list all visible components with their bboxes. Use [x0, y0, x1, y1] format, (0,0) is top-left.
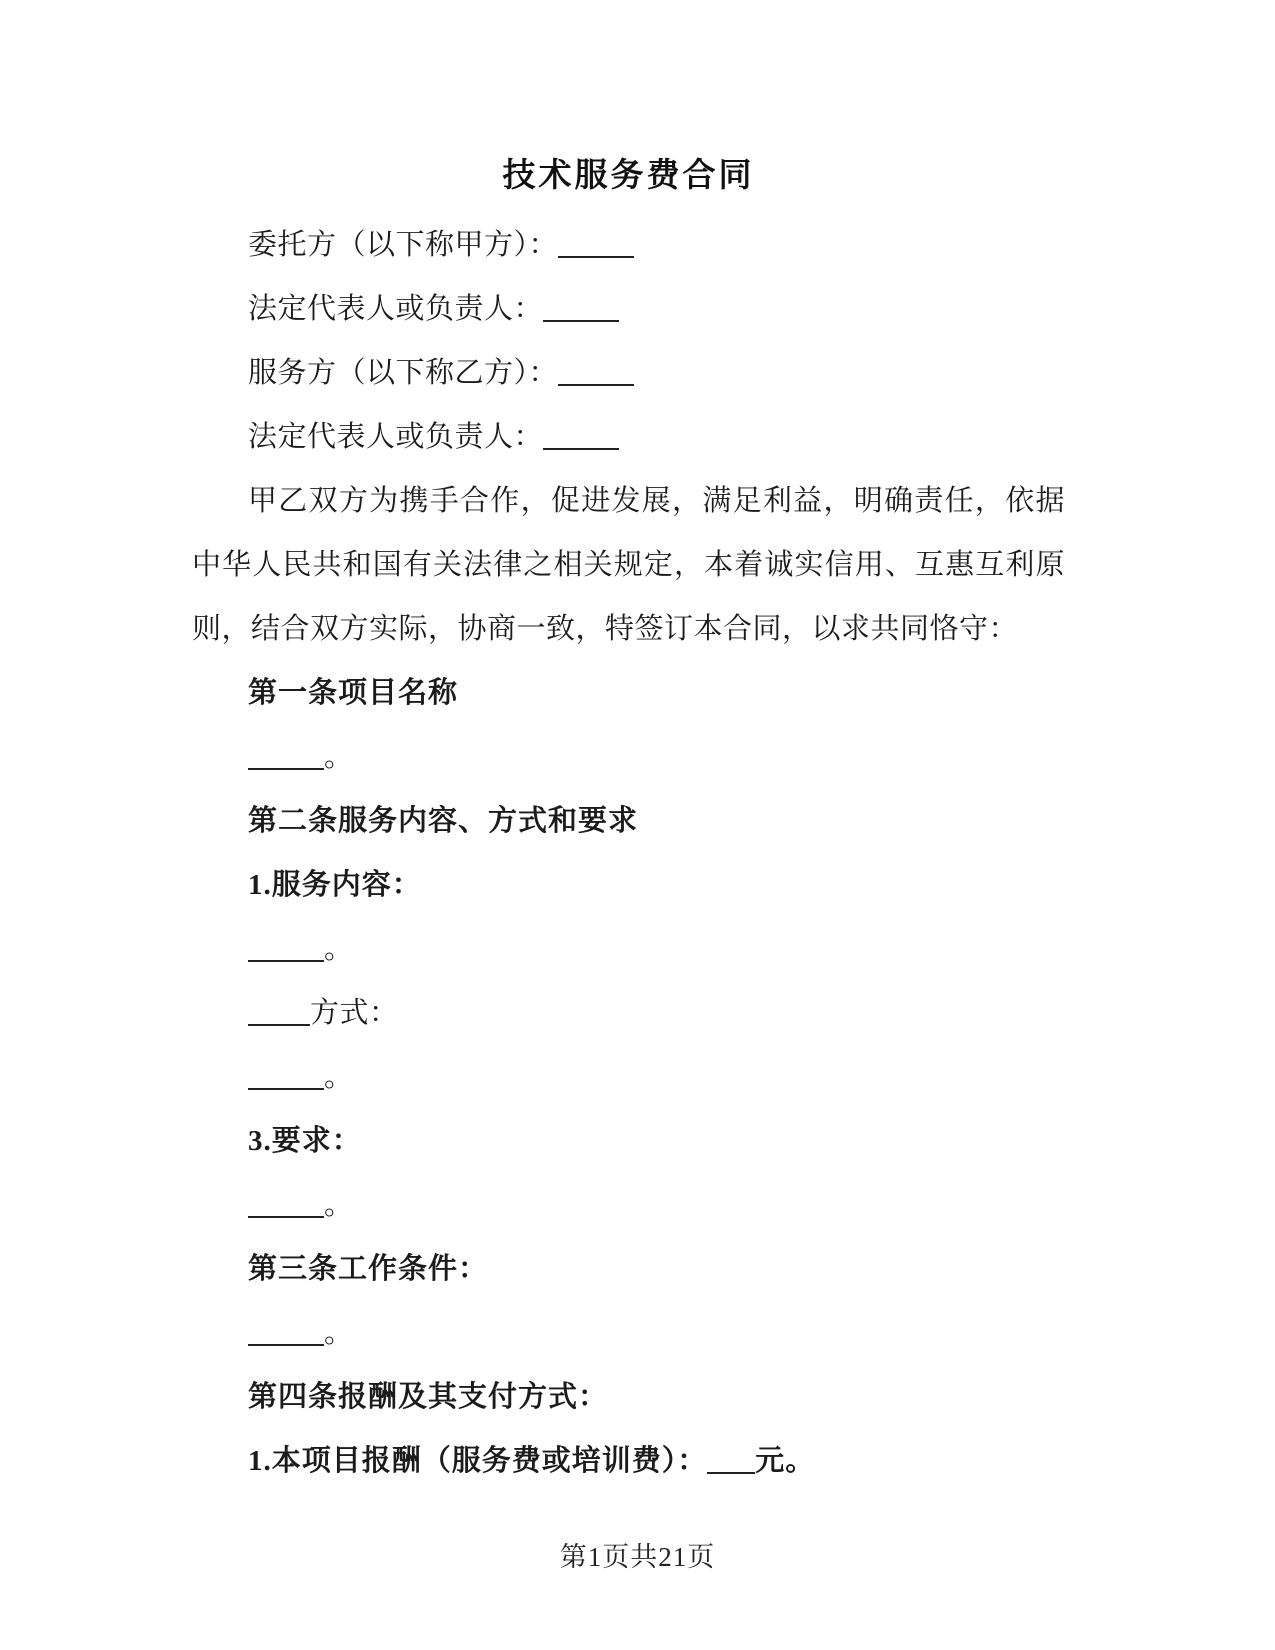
blank-fill-period: 。 [324, 1317, 354, 1349]
blank-fill-period: 。 [324, 1061, 354, 1093]
blank-fill-period: 。 [324, 741, 354, 773]
page-number-footer: 第1页共21页 [559, 1542, 716, 1572]
blank-underline [558, 254, 634, 258]
blank-underline [248, 958, 324, 962]
blank-fill-line-3 [192, 1045, 1065, 1109]
blank-underline [248, 1086, 324, 1090]
party-line-provider-representative [192, 405, 1065, 469]
blank-fill-period: 。 [324, 933, 354, 965]
article-2-item-3-requirements: 3.要求： [248, 1125, 362, 1157]
blank-fill-line-1 [192, 725, 1065, 789]
party-line-client-representative-label: 法定代表人或负责人： [248, 293, 544, 325]
article-4-item-1-remuneration [192, 1429, 1065, 1493]
preamble-paragraph: 甲乙双方为携手合作，促进发展，满足利益，明确责任，依据中华人民共和国有关法律之相关规定，本着诚实信用、互惠互利原则，结合双方实际，协商一致，特签订本合同，以求共同恪守： [192, 485, 1065, 645]
party-line-provider-representative-label: 法定代表人或负责人： [248, 421, 544, 453]
blank-underline [248, 1214, 324, 1218]
blank-fill-period: 。 [324, 1189, 354, 1221]
article-3-heading: 第三条工作条件： [248, 1253, 489, 1285]
party-line-client [192, 213, 1065, 277]
blank-underline [248, 766, 324, 770]
blank-underline [543, 446, 619, 450]
remuneration-suffix: 元。 [755, 1445, 816, 1477]
party-line-provider-label: 服务方（以下称乙方）： [248, 357, 559, 389]
service-method-label: 方式： [310, 997, 399, 1029]
blank-fill-line-2 [192, 917, 1065, 981]
article-2-item-2-service-method [192, 981, 1065, 1045]
blank-underline [543, 318, 619, 322]
article-1-heading: 第一条项目名称 [248, 677, 459, 709]
blank-fill-line-4 [192, 1173, 1065, 1237]
article-4-heading: 第四条报酬及其支付方式： [248, 1381, 609, 1413]
blank-underline [707, 1470, 755, 1474]
blank-underline [248, 1342, 324, 1346]
party-line-client-label: 委托方（以下称甲方）： [248, 229, 559, 261]
party-line-client-representative [192, 277, 1065, 341]
blank-fill-line-5 [192, 1301, 1065, 1365]
blank-underline [248, 1022, 310, 1026]
party-line-provider [192, 341, 1065, 405]
page-title: 技术服务费合同 [502, 158, 755, 194]
article-2-item-1-service-content: 1.服务内容： [248, 869, 422, 901]
blank-underline [558, 382, 634, 386]
document-body [192, 213, 1065, 1493]
article-2-heading: 第二条服务内容、方式和要求 [248, 805, 639, 837]
remuneration-prefix: 1.本项目报酬（服务费或培训费）： [248, 1445, 708, 1477]
